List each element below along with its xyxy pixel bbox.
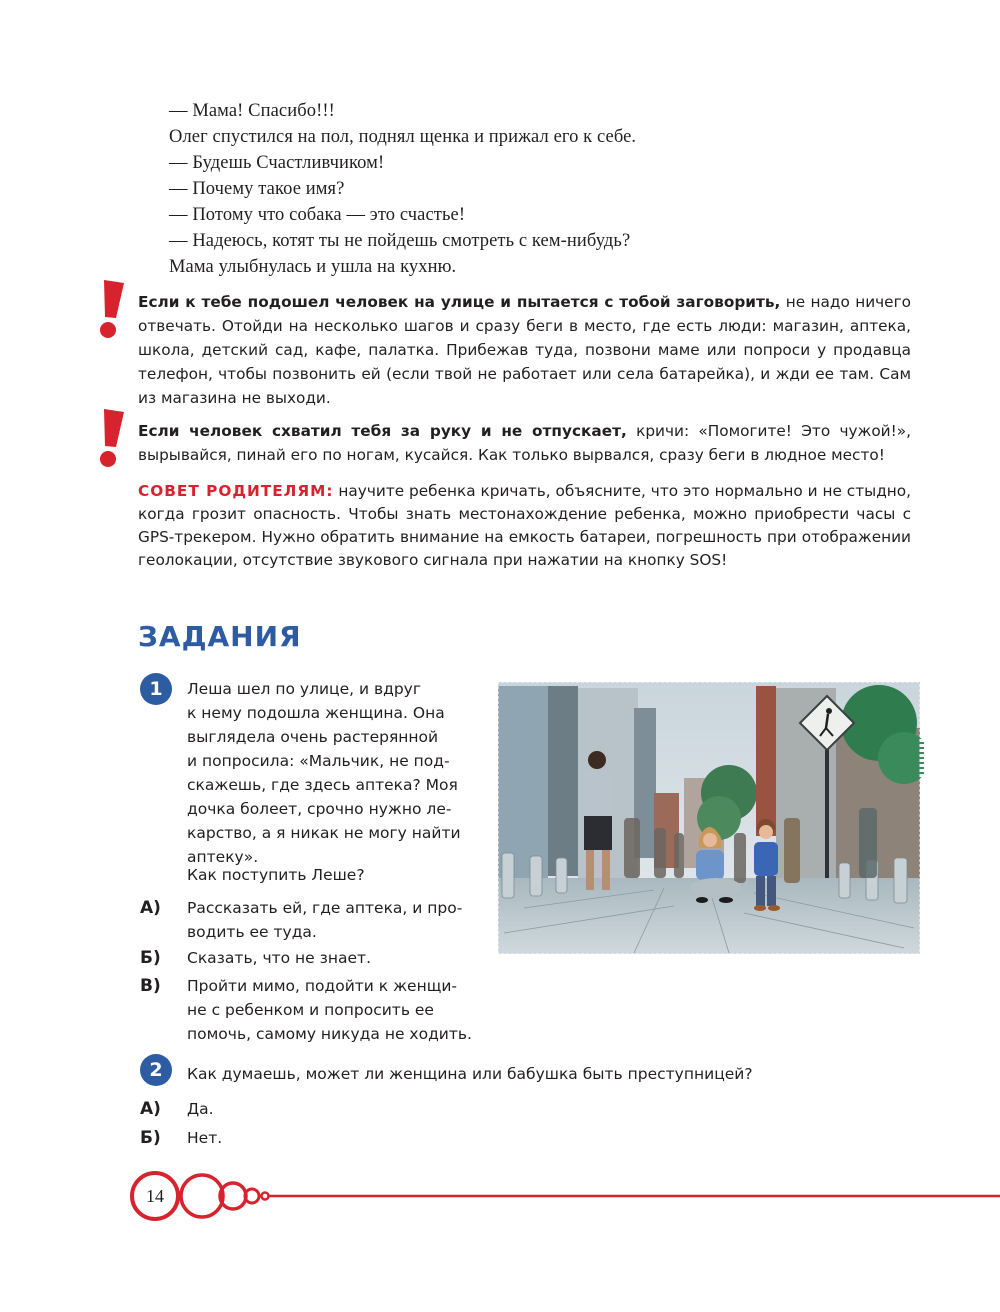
story-line: — Мама! Спасибо!!! — [169, 101, 335, 121]
option-text: помочь, самому никуда не ходить. — [187, 1025, 472, 1043]
task-2-question — [187, 1062, 753, 1086]
task-line: аптеку». — [187, 848, 259, 866]
parent-advice-text: научите ребенка кричать, объясните, что это нормально и не стыдно, когда грозит опасность. Чтобы знать местонахождение ребенка, можно приобрести часы с GPS-трекером. Нужно обратить внимание на емкость батареи, погрешность при отображении геолокации, отсутствие звукового сигнала при нажатии на кнопку SOS! — [138, 482, 911, 569]
task-question: Как думаешь, может ли женщина или бабушка быть преступницей? — [187, 1065, 753, 1083]
task-line: выглядела очень растерянной — [187, 728, 439, 746]
safety-rule-heading: Если человек схватил тебя за руку и не отпускает, — [138, 422, 627, 440]
decor-ring — [262, 1193, 269, 1200]
task-number-badge: 2 — [140, 1054, 172, 1086]
task-line: и попросила: «Мальчик, не под- — [187, 752, 450, 770]
safety-rule-heading: Если к тебе подошел человек на улице и пытается с тобой заговорить, — [138, 293, 781, 311]
section-title: ЗАДАНИЯ — [138, 620, 302, 653]
option-text: не с ребенком и попросить ее — [187, 1001, 434, 1019]
parent-advice-label: СОВЕТ РОДИТЕЛЯМ: — [138, 482, 334, 500]
task-line: карство, а я никак не могу найти — [187, 824, 461, 842]
exclamation-icon — [92, 278, 132, 342]
task-line: к нему подошла женщина. Она — [187, 704, 445, 722]
task-line: Леша шел по улице, и вдруг — [187, 680, 421, 698]
option-text: Пройти мимо, подойти к женщи- — [187, 977, 457, 995]
task-question: Как поступить Леше? — [187, 866, 365, 884]
story-line: — Надеюсь, котят ты не пойдешь смотреть с кем-нибудь? — [169, 231, 631, 251]
story-line: — Почему такое имя? — [169, 179, 345, 199]
safety-rule — [138, 419, 911, 467]
story-line: — Будешь Счастливчиком! — [169, 153, 385, 173]
task-1-question — [187, 863, 365, 887]
task-1-text — [187, 677, 461, 869]
decor-ring — [181, 1175, 223, 1217]
page-number: 14 — [146, 1186, 164, 1206]
option-letter: В) — [140, 976, 161, 996]
exclamation-icon — [92, 407, 132, 471]
parent-advice — [138, 480, 911, 572]
option-text: водить ее туда. — [187, 923, 317, 941]
story-line: Олег спустился на пол, поднял щенка и прижал его к себе. — [169, 127, 637, 147]
task-line: дочка болеет, срочно нужно ле- — [187, 800, 452, 818]
street-scene-illustration — [494, 678, 924, 958]
story-line: — Потому что собака — это счастье! — [169, 205, 466, 225]
safety-rule — [138, 290, 911, 410]
option-letter: Б) — [140, 1128, 161, 1148]
option-text: Да. — [187, 1100, 214, 1118]
story-line: Мама улыбнулась и ушла на кухню. — [169, 257, 457, 277]
option-text: Нет. — [187, 1129, 223, 1147]
task-number-badge: 1 — [140, 673, 172, 705]
task-line: скажешь, где здесь аптека? Моя — [187, 776, 458, 794]
option-letter: Б) — [140, 948, 161, 968]
option-letter: А) — [140, 898, 161, 918]
story-text — [169, 98, 636, 280]
safety-rule-text: кричи: «Помогите! Это чужой!», вырывайся, пинай его по ногам, кусайся. Как только вырвался, сразу беги в людное место! — [138, 422, 911, 464]
safety-rule-text: не надо ничего отвечать. Отойди на несколько шагов и сразу беги в место, где есть люди: магазин, аптека, школа, детский сад, кафе, палатка. Прибежав туда, позвони маме или попроси у продавца телефон, чтобы позвонить ей (если твой не работает или села батарейка), и жди ее там. Сам из магазина не выходи. — [138, 293, 911, 407]
option-text: Сказать, что не знает. — [187, 949, 372, 967]
option-text: Рассказать ей, где аптека, и про- — [187, 899, 463, 917]
option-letter: А) — [140, 1099, 161, 1119]
